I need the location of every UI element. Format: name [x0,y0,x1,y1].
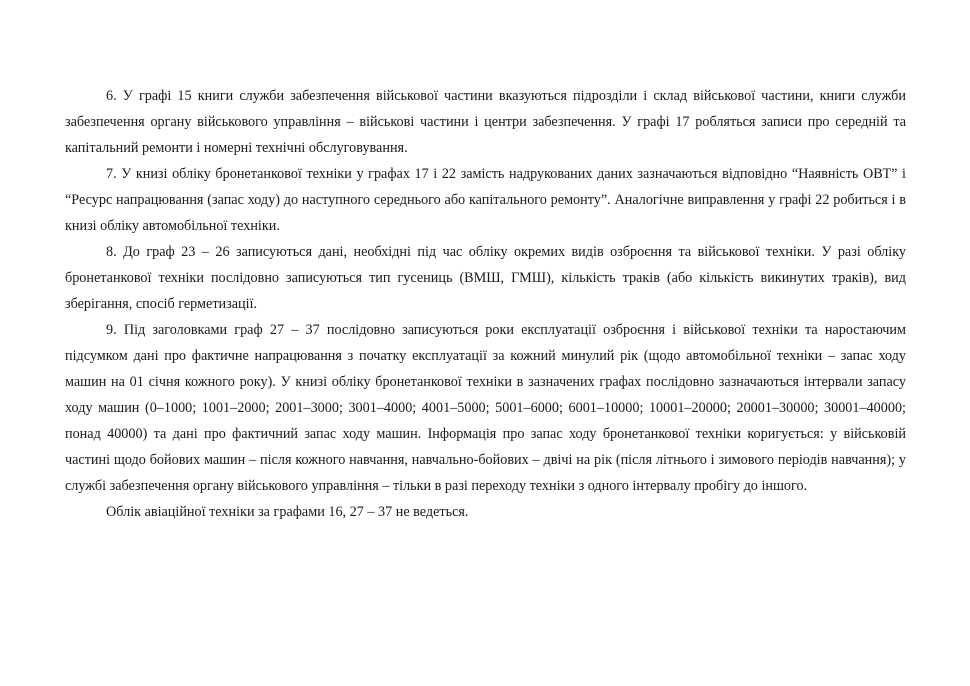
paragraph-8-graph-23-26: 8. До граф 23 – 26 записуються дані, необхідні під час обліку окремих видів озброєння та військової техніки. У разі обліку бронетанкової техніки послідовно записуються тип гусениць (ВМШ, ГМШ), кількість траків (або кількість викинутих траків), вид зберігання, спосіб герметизації. [65,244,906,312]
paragraph-6-graph-15-17: 6. У графі 15 книги служби забезпечення військової частини вказуються підрозділи і склад військової частини, книги служби забезпечення органу військового управління – військові частини і центри забезпечення. У графі 17 робляться записи про середній та капітальний ремонти і номерні технічні обслуговування. [65,88,906,156]
paragraph-7-armored-vehicles: 7. У книзі обліку бронетанкової техніки у графах 17 і 22 замість надрукованих даних зазначаються відповідно “Наявність ОВТ” і “Ресурс напрацювання (запас ходу) до наступного середнього або капітального ремонту”. Аналогічне виправлення у графі 22 робиться і в книзі обліку автомобільної техніки. [65,166,906,234]
paragraph-9-graph-27-37: 9. Під заголовками граф 27 – 37 послідовно записуються роки експлуатації озброєння і військової техніки та наростаючим підсумком дані про фактичне напрацювання з початку експлуатації за кожний минулий рік (щодо автомобільної техніки – запас ходу машин на 01 січня кожного року). У книзі обліку бронетанкової техніки в зазначених графах послідовно зазначаються інтервали запасу ходу машин (0–1000; 1001–2000; 2001–3000; 3001–4000; 4001–5000; 5001–6000; 6001–10000; 10001–20000; 20001–30000; 30001–40000; понад 40000) та дані про фактичний запас ходу машин. Інформація про запас ходу бронетанкової техніки коригується: у військовій частині щодо бойових машин – після кожного навчання, навчально-бойових – двічі на рік (після літнього і зимового періодів навчання); у службі забезпечення органу військового управління – тільки в разі переходу техніки з одного інтервалу пробігу до іншого. [65,322,906,494]
document-page [65,83,906,525]
paragraph-aviation-note: Облік авіаційної техніки за графами 16, 27 – 37 не ведеться. [106,504,469,520]
